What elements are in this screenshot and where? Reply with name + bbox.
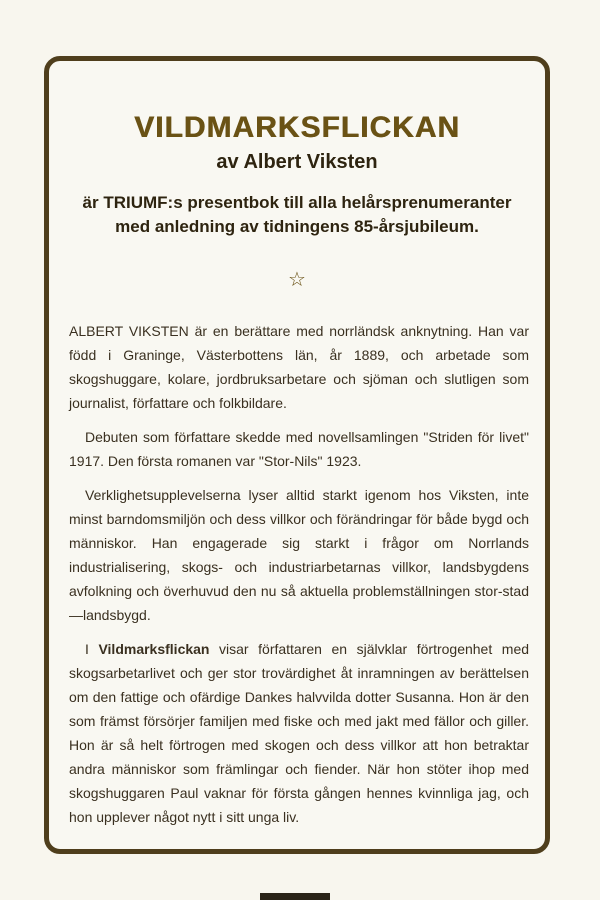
paragraph-themes: Verklighetsupplevelserna lyser alltid starkt igenom hos Viksten, inte minst barndomsmiljön och dess villkor och förändringar för både bygd och människor. Han engagerade sig starkt i frågor om Norrlands industrialisering, skogs- och industriarbetarnas villkor, landsbygdens avfolkning och överhuvud den nu så aktuella problemställningen stor-stad—landsbygd.: [69, 487, 529, 623]
author-byline: av Albert Viksten: [216, 151, 378, 173]
novel-summary-text: visar författaren en självklar förtrogenhet med skogsarbetarlivet och ger stor trovärdighet åt inramningen av berättelsen om den fattige och ofärdige Dankes halvvilda dotter Susanna. Hon är den som främst försörjer familjen med fiske och med jakt med fällor och giller. Hon är så helt förtrogen med skogen och dess villkor att hon betraktar andra människor som främlingar och fiender. När hon stöter ihop med skogshuggaren Paul vaknar för första gången hennes kvinnliga jag, och hon upplever något nytt i sitt unga liv.: [69, 641, 530, 825]
paragraph-debut: Debuten som författare skedde med novellsamlingen "Striden för livet" 1917. Den första romanen var "Stor-Nils" 1923.: [69, 429, 529, 469]
paragraph-novel-summary: [69, 637, 529, 829]
page-border-frame: [44, 56, 550, 854]
novel-title: Vildmarksflickan: [98, 641, 210, 657]
bottom-edge-mark: [260, 893, 330, 900]
book-title: VILDMARKSFLICKAN: [134, 111, 460, 144]
star-icon: ☆: [288, 269, 306, 291]
paragraph-author-bio: ALBERT VIKSTEN är en berättare med norrländsk anknytning. Han var född i Graninge, Västerbottens län, år 1889, och arbetade som skogshuggare, kolare, jordbruksarbetare och sjöman och slutligen som journalist, författare och folkbildare.: [69, 323, 529, 411]
novel-prefix: I: [85, 641, 99, 657]
intro-text: är TRIUMF:s presentbok till alla helårsprenumeranter med anledning av tidningens 85-årsjubileum.: [82, 193, 512, 236]
body-text: [69, 319, 529, 839]
